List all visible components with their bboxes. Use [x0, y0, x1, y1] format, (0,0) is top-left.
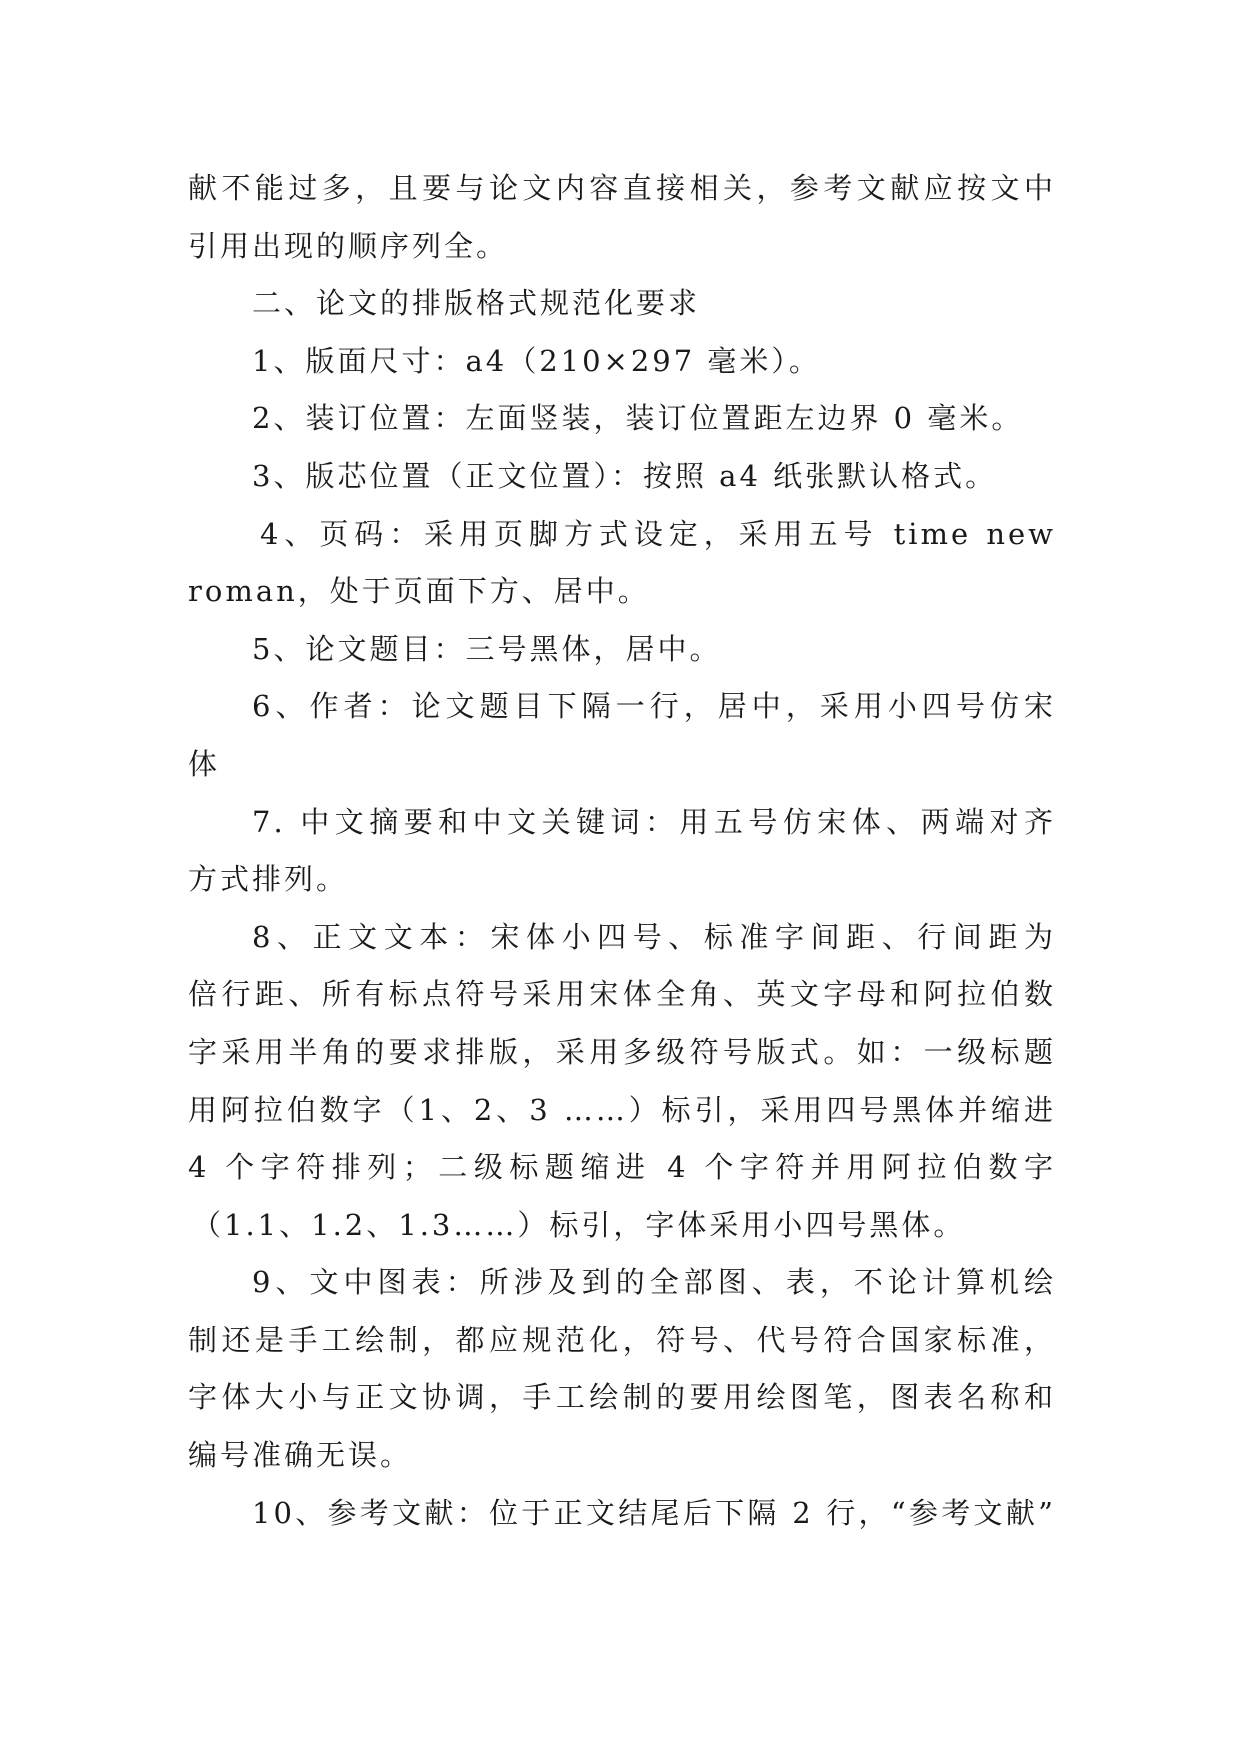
text-line: 引用出现的顺序列全。	[188, 228, 509, 263]
text-line: 字体大小与正文协调，手工绘制的要用绘图笔，图表名称和	[188, 1380, 1056, 1415]
list-item: 9、文中图表：所涉及到的全部图、表，不论计算机绘	[252, 1265, 1056, 1300]
text-line: （1.1、1.2、1.3……）标引，字体采用小四号黑体。	[192, 1207, 966, 1242]
text-line: 用阿拉伯数字（1、2、3 ……）标引，采用四号黑体并缩进	[188, 1092, 1056, 1127]
section-heading: 二、论文的排版格式规范化要求	[252, 286, 701, 321]
text-line: 4 个字符排列；二级标题缩进 4 个字符并用阿拉伯数字	[188, 1150, 1056, 1185]
text-line: 编号准确无误。	[188, 1438, 413, 1473]
text-line: 方式排列。	[188, 862, 349, 897]
list-item: 7. 中文摘要和中文关键词：用五号仿宋体、两端对齐	[252, 804, 1056, 839]
list-item: 3、版芯位置（正文位置）：按照 a4 纸张默认格式。	[252, 458, 998, 493]
body-text	[188, 160, 1056, 1542]
list-item: 1、版面尺寸：a4（210×297 毫米）。	[252, 343, 821, 378]
list-item: 6、作者：论文题目下隔一行，居中，采用小四号仿宋	[252, 689, 1056, 724]
text-line: 献不能过多，且要与论文内容直接相关，参考文献应按文中	[188, 171, 1056, 205]
list-item: 10、参考文献：位于正文结尾后下隔 2 行，“参考文献”	[252, 1495, 1056, 1530]
list-item: 8、正文文本：宋体小四号、标准字间距、行间距为	[252, 919, 1056, 954]
text-line: 体	[188, 746, 221, 781]
text-line: 字采用半角的要求排版，采用多级符号版式。如：一级标题	[188, 1034, 1056, 1069]
text-line: 制还是手工绘制，都应规范化，符号、代号符合国家标准，	[188, 1322, 1056, 1357]
text-line: roman，处于页面下方、居中。	[188, 574, 650, 609]
list-item: 4、页码：采用页脚方式设定，采用五号 time new	[260, 516, 1056, 551]
list-item: 5、论文题目：三号黑体，居中。	[252, 631, 722, 666]
text-line: 倍行距、所有标点符号采用宋体全角、英文字母和阿拉伯数	[188, 977, 1056, 1012]
list-item: 2、装订位置：左面竖装，装订位置距左边界 0 毫米。	[252, 401, 1024, 436]
